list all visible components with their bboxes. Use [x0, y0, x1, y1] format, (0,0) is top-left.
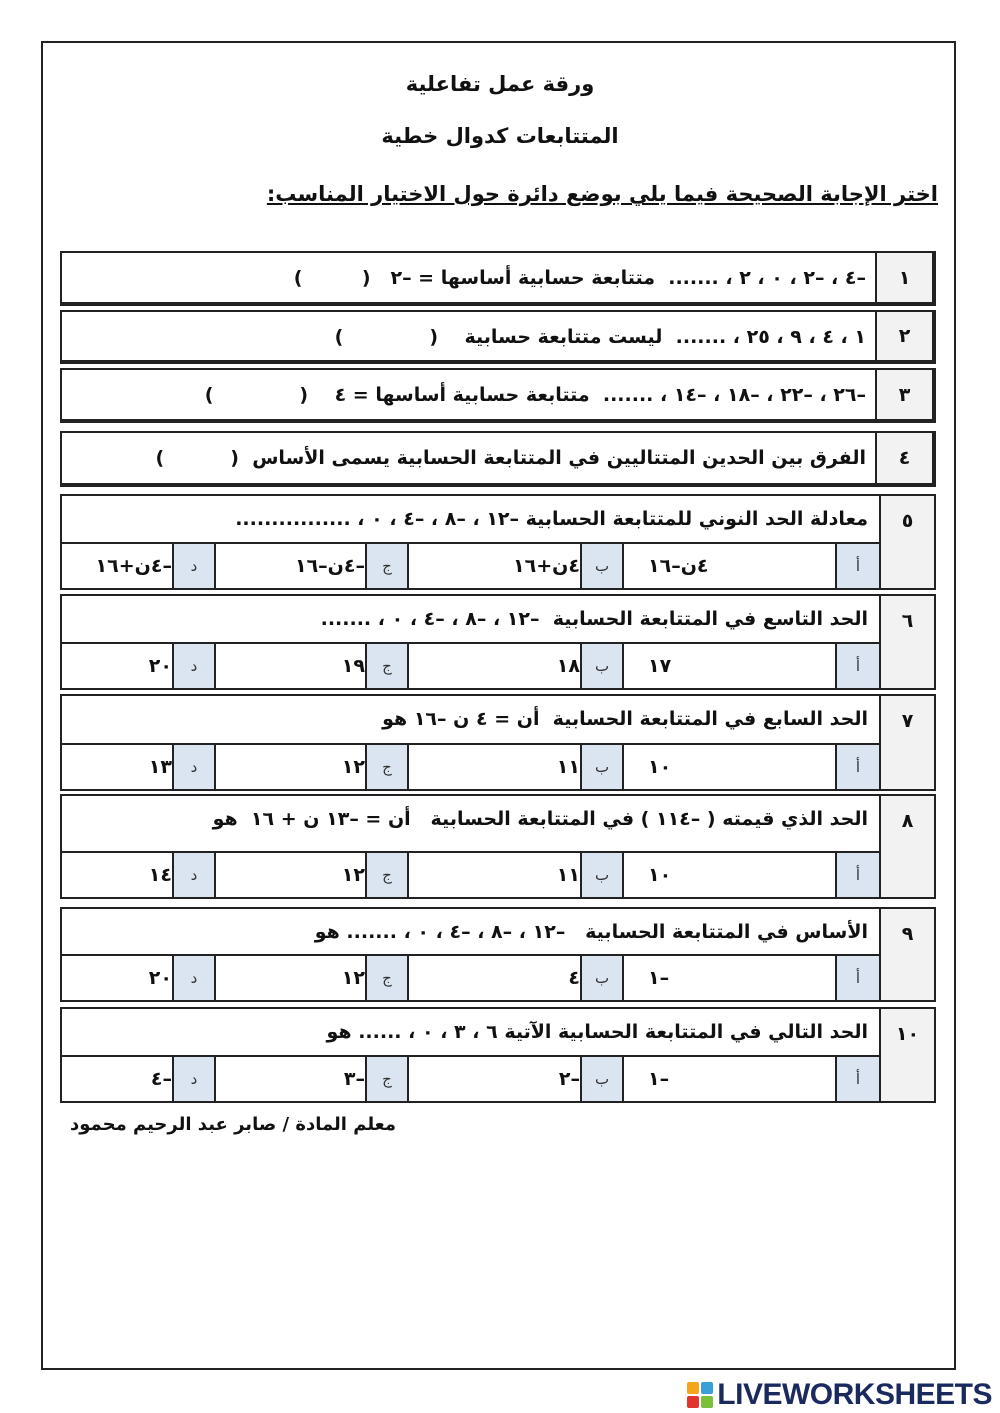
option-value: ٢٠ [148, 655, 172, 677]
option-value: ٤ن+١٦ [513, 555, 580, 577]
worksheet-subtitle: المتتابعات كدوال خطية [381, 124, 619, 148]
question-1 [60, 251, 936, 306]
question-number: ٥ [879, 496, 934, 588]
option-value: ١٢ [341, 756, 365, 778]
option-value: –٤ن–١٦ [294, 555, 365, 577]
logo-icon [687, 1382, 713, 1408]
option-a[interactable] [624, 956, 879, 1000]
option-letter: أ [835, 544, 879, 588]
question-text[interactable]: الفرق بين الحدين المتتاليين في المتتابعة الحسابية يسمى الأساس ( ) [155, 447, 866, 469]
option-a[interactable] [624, 745, 879, 789]
option-value: ١٨ [556, 655, 580, 677]
question-9 [60, 907, 936, 1002]
option-d[interactable] [19, 745, 216, 789]
option-value: ١٢ [341, 864, 365, 886]
option-letter: ب [580, 1057, 624, 1101]
option-d[interactable] [19, 956, 216, 1000]
option-letter: ب [580, 956, 624, 1000]
question-number: ٤ [875, 433, 932, 483]
option-letter: ب [580, 544, 624, 588]
question-text: الحد الذي قيمته ( –١١٤ ) في المتتابعة الحسابية أن = –١٣ ن + ١٦ هو [212, 808, 868, 830]
option-b[interactable] [409, 544, 624, 588]
question-text: معادلة الحد النوني للمتتابعة الحسابية –١٢ ، –٨ ، –٤ ، ٠ ، ................ [235, 508, 868, 530]
option-letter: أ [835, 644, 879, 688]
option-value: ٤ن–١٦ [648, 555, 709, 577]
question-5 [60, 494, 936, 590]
option-d[interactable] [19, 853, 216, 897]
option-value: ١٠ [648, 864, 672, 886]
question-3 [60, 368, 936, 423]
option-value: ١١ [556, 756, 580, 778]
option-b[interactable] [409, 644, 624, 688]
question-text: الحد السابع في المتتابعة الحسابية أن = ٤ ن –١٦ هو [382, 708, 868, 730]
question-6 [60, 594, 936, 690]
options-row [62, 954, 879, 1000]
option-b[interactable] [409, 956, 624, 1000]
question-text[interactable]: –٤ ، –٢ ، ٠ ، ٢ ، ....... متتابعة حسابية أساسها = –٢ ( ) [293, 267, 866, 289]
option-letter: ب [580, 853, 624, 897]
option-b[interactable] [409, 853, 624, 897]
option-c[interactable] [216, 745, 409, 789]
option-value: –١ [648, 1068, 670, 1090]
question-number: ١ [875, 253, 932, 302]
option-letter: د [172, 745, 216, 789]
option-value: ١٩ [341, 655, 365, 677]
option-c[interactable] [216, 956, 409, 1000]
question-number: ٢ [875, 312, 932, 360]
question-text: الأساس في المتتابعة الحسابية –١٢ ، –٨ ، –٤ ، ٠ ، ....... هو [314, 921, 868, 943]
question-2 [60, 310, 936, 364]
option-value: ١٤ [148, 864, 172, 886]
question-4 [60, 431, 936, 487]
option-letter: د [172, 544, 216, 588]
options-row [62, 1055, 879, 1101]
teacher-credit: معلم المادة / صابر عبد الرحيم محمود [70, 1114, 396, 1135]
option-letter: أ [835, 853, 879, 897]
option-letter: أ [835, 956, 879, 1000]
option-value: ١٣ [148, 756, 172, 778]
options-row [62, 542, 879, 588]
question-8 [60, 794, 936, 899]
question-number: ٨ [879, 796, 934, 897]
question-text[interactable]: –٢٦ ، –٢٢ ، –١٨ ، –١٤ ، ....... متتابعة حسابية أساسها = ٤ ( ) [204, 384, 866, 406]
question-number: ٣ [875, 370, 932, 419]
option-c[interactable] [216, 644, 409, 688]
question-number: ٩ [879, 909, 934, 1000]
option-d[interactable] [19, 644, 216, 688]
option-b[interactable] [409, 1057, 624, 1101]
question-number: ١٠ [879, 1009, 934, 1101]
option-letter: ب [580, 644, 624, 688]
option-letter: د [172, 853, 216, 897]
option-value: –٤ [150, 1068, 172, 1090]
question-7 [60, 694, 936, 791]
question-text: الحد التاسع في المتتابعة الحسابية –١٢ ، –٨ ، –٤ ، ٠ ، ....... [320, 608, 868, 630]
option-value: ٢٠ [148, 967, 172, 989]
option-letter: د [172, 644, 216, 688]
option-letter: ج [365, 956, 409, 1000]
option-c[interactable] [216, 853, 409, 897]
options-row [62, 851, 879, 897]
instruction-text: اختر الإجابة الصحيحة فيما يلي بوضع دائرة حول الاختيار المناسب: [266, 182, 938, 206]
logo-text: LIVEWORKSHEETS [717, 1378, 992, 1411]
option-a[interactable] [624, 1057, 879, 1101]
option-a[interactable] [624, 644, 879, 688]
worksheet-title: ورقة عمل تفاعلية [405, 72, 595, 96]
option-value: ٤ [568, 967, 580, 989]
option-c[interactable] [216, 544, 409, 588]
option-value: –٣ [343, 1068, 365, 1090]
option-letter: ج [365, 1057, 409, 1101]
option-value: –٢ [558, 1068, 580, 1090]
question-text[interactable]: ١ ، ٤ ، ٩ ، ٢٥ ، ....... ليست متتابعة حسابية ( ) [334, 326, 866, 348]
option-letter: د [172, 956, 216, 1000]
option-letter: ج [365, 644, 409, 688]
option-a[interactable] [624, 853, 879, 897]
option-letter: ج [365, 745, 409, 789]
option-d[interactable] [19, 1057, 216, 1101]
option-letter: ج [365, 853, 409, 897]
option-c[interactable] [216, 1057, 409, 1101]
question-text: الحد التالي في المتتابعة الحسابية الآتية ٦ ، ٣ ، ٠ ، ...... هو [326, 1021, 868, 1043]
option-value: ١٢ [341, 967, 365, 989]
option-letter: أ [835, 745, 879, 789]
option-letter: د [172, 1057, 216, 1101]
question-10 [60, 1007, 936, 1103]
question-number: ٧ [879, 696, 934, 789]
liveworksheets-logo[interactable] [687, 1378, 992, 1412]
options-row [62, 642, 879, 688]
options-row [62, 743, 879, 789]
option-value: ١١ [556, 864, 580, 886]
option-a[interactable] [624, 544, 879, 588]
option-letter: ب [580, 745, 624, 789]
question-number: ٦ [879, 596, 934, 688]
option-letter: أ [835, 1057, 879, 1101]
option-value: ١٧ [648, 655, 672, 677]
option-value: –٤ن+١٦ [95, 555, 172, 577]
option-letter: ج [365, 544, 409, 588]
option-d[interactable] [19, 544, 216, 588]
option-value: –١ [648, 967, 670, 989]
option-value: ١٠ [648, 756, 672, 778]
option-b[interactable] [409, 745, 624, 789]
